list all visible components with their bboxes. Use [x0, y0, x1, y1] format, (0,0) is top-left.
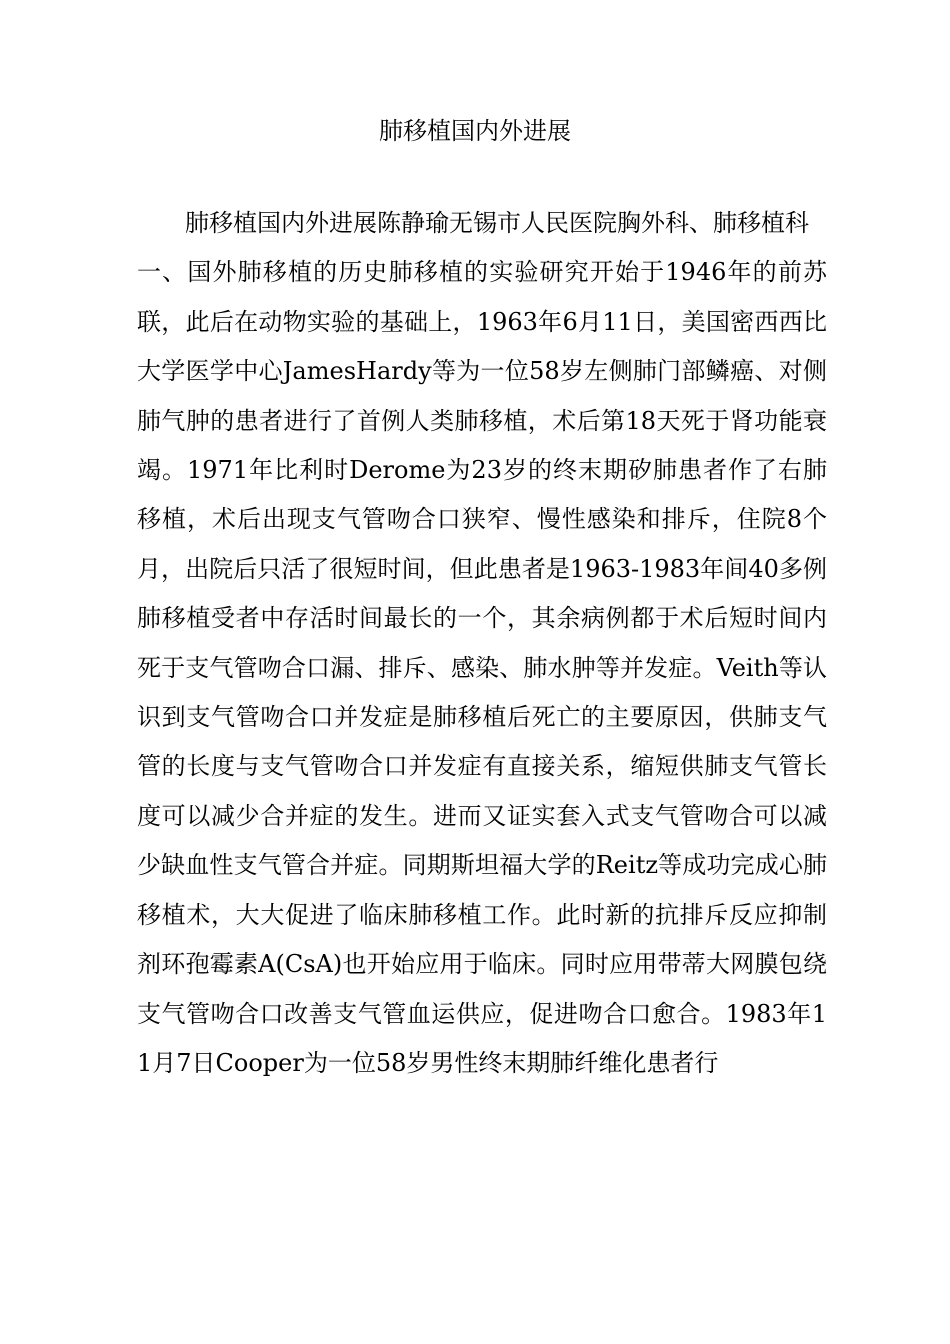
intro-paragraph: 肺移植国内外进展陈静瑜无锡市人民医院胸外科、肺移植科: [185, 209, 809, 237]
document-title: 肺移植国内外进展: [379, 117, 571, 145]
history-paragraph: 一、国外肺移植的历史肺移植的实验研究开始于1946年的前苏联，此后在动物实验的基础上，1963年6月11日，美国密西西比大学医学中心JamesHardy等为一位58岁左侧肺门部鳞癌、对侧肺气肿的患者进行了首例人类肺移植，术后第18天死于肾功能衰竭。1971年比利时Derome为23岁的终末期矽肺患者作了右肺移植，术后出现支气管吻合口狭窄、慢性感染和排斥，住院8个月，出院后只活了很短时间，但此患者是1963-1983年间40多例肺移植受者中存活时间最长的一个，其余病例都于术后短时间内死于支气管吻合口漏、排斥、感染、肺水肿等并发症。Veith等认识到支气管吻合口并发症是肺移植后死亡的主要原因，供肺支气管的长度与支气管吻合口并发症有直接关系，缩短供肺支气管长度可以减少合并症的发生。进而又证实套入式支气管吻合可以减少缺血性支气管合并症。同期斯坦福大学的Reitz等成功完成心肺移植术，大大促进了临床肺移植工作。此时新的抗排斥反应抑制剂环孢霉素A(CsA)也开始应用于临床。同时应用带蒂大网膜包绕支气管吻合口改善支气管血运供应，促进吻合口愈合。1983年11月7日Cooper为一位58岁男性终末期肺纤维化患者行: [137, 258, 827, 1077]
document-body: [137, 199, 827, 1088]
